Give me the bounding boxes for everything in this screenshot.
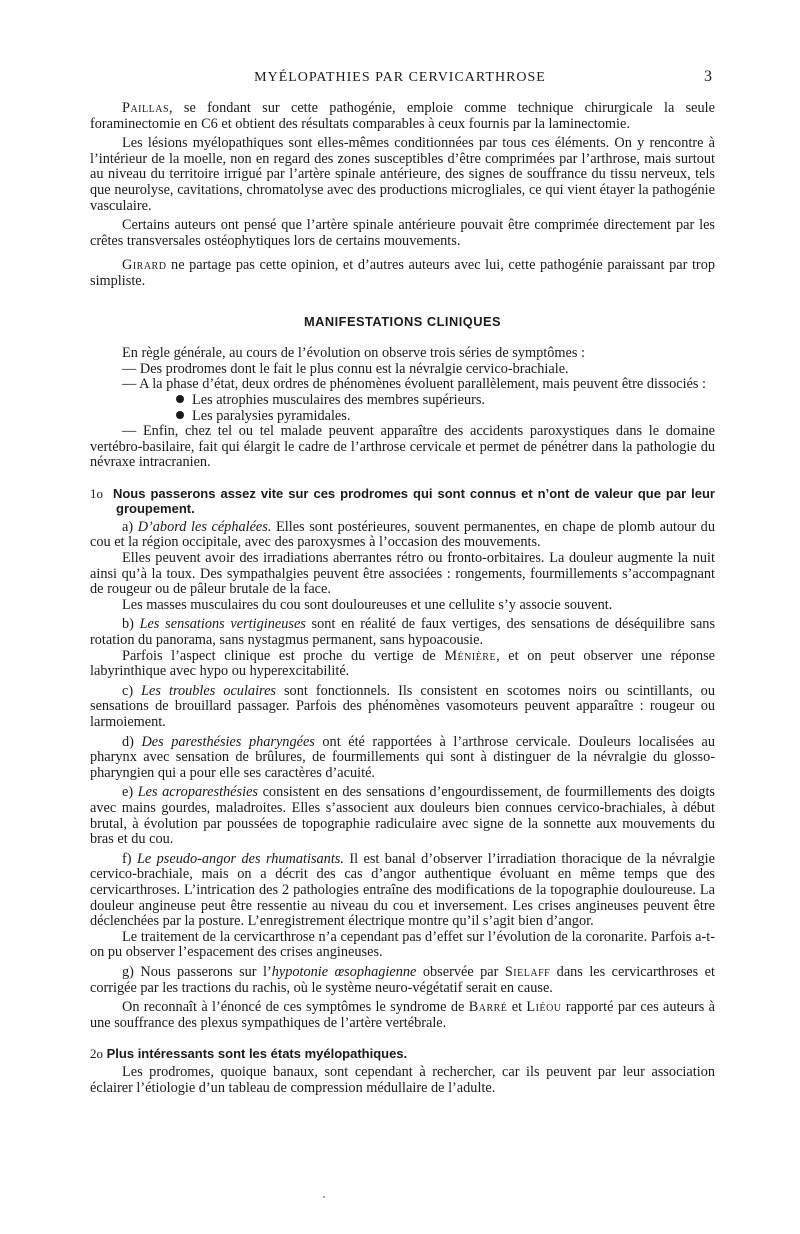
item-term: Les troubles oculaires [141,682,276,699]
item-term: hypotonie œsophagienne [271,963,417,980]
author-name: Paillas [122,100,170,116]
item-term: Des paresthésies pharyngées [141,733,315,750]
item-text: Elles sont postérieures, souvent permanentes, en chape de plomb autour du cou et la région occipitale, avec des paroxysmes à l’occasion des mouvements. [90,518,715,551]
paragraph [90,617,715,648]
item-label: a) [122,518,138,535]
item-text: g) Nous passerons sur l’ [122,963,272,980]
subsection-heading [90,1046,715,1061]
subsection-heading [90,486,715,516]
item-text: observée par [416,963,505,980]
item-text: ont été rapportées à l’arthrose cervicale. Douleurs localisées au pharynx avec sensation de brûlures, de fourmillements qui sont à distinguer de la névralgie du glosso-pharyngien qui a pour elle ses caractères d’acuité. [90,733,716,781]
subsection-text: Plus intéressants sont les états myélopathiques. [106,1046,408,1062]
paragraph-text: ne partage pas cette opinion, et d’autres auteurs avec lui, cette pathogénie paraissant par trop simpliste. [90,257,715,289]
paragraph [90,649,715,680]
paragraph: Les masses musculaires du cou sont douloureuses et une cellulite s’y associe souvent. [122,596,613,613]
paragraph: Elles peuvent avoir des irradiations aberrantes rétro ou fronto-orbitaires. La douleur augmente la nuit ainsi qu’à la toux. Des sympathalgies peuvent être associées : rongements, fourmillements s’accompagnant de rougeur ou de pâleur brutale de la face. [90,550,715,598]
paragraph: Les lésions myélopathiques sont elles-mêmes conditionnées par tous ces éléments. On y rencontre à l’intérieur de la moelle, non en regard des zones susceptibles d’être comprimées par l’arthrose, mais surtout au niveau du territoire irrigué par l’artère spinale antérieure, des signes de souffrance du tissu nerveux, tels que neurolyse, cavitations, chromatolyse avec des productions microgliales, ce qui vient étayer la pathogénie vasculaire. [90,135,715,214]
item-term: Le pseudo-angor des rhumatisants. [136,850,344,867]
section-heading: MANIFESTATIONS CLINIQUES [303,313,502,329]
item-text: Parfois l’aspect clinique est proche du vertige de [122,647,445,664]
author-name: Ménière [444,647,497,664]
paragraph: — A la phase d’état, deux ordres de phénomènes évoluent parallèlement, mais peuvent être dissociés : [122,376,707,393]
page-speck [323,1196,325,1198]
paragraph: Le traitement de la cervicarthrose n’a cependant pas d’effet sur l’évolution de la coronarite. Parfois a-t-on pu observer l’espacement des crises angineuses. [90,928,715,961]
paragraph [90,258,715,289]
item-label: e) [122,784,138,801]
paragraph [90,735,715,782]
bullet-icon [176,411,184,419]
item-label: d) [122,733,142,750]
author-name: Girard [122,257,167,274]
bullet-text: Les atrophies musculaires des membres supérieurs. [192,391,486,408]
subsection-text: Nous passerons assez vite sur ces prodromes qui sont connus et n’ont de valeur que par leur groupement. [112,485,715,516]
paragraph: Les prodromes, quoique banaux, sont cependant à rechercher, car ils peuvent par leur association éclairer l’étiologie d’un tableau de compression médullaire de l’adulte. [90,1064,715,1096]
item-text: consistent en des sensations d’engourdissement, de fourmillements des doigts avec mains gourdes, maladroites. Elles s’associent aux douleurs bien connues cervico-brachiales, à début brutal, à évolution par poussées de topographie radiculaire avec signe de la sonnette aux mouvements du bras et du cou. [90,784,715,848]
author-name: Sielaff [504,963,551,980]
paragraph [90,520,715,551]
bullet-text: Les paralysies pyramidales. [192,407,351,424]
item-text: , et on peut observer une réponse labyrinthique avec hypo ou hyperexcitabilité. [90,647,716,680]
item-text: On reconnaît à l’énoncé de ces symptômes le syndrome de [122,999,469,1016]
paragraph [90,785,715,847]
page-number: 3 [704,68,712,85]
paragraph: — Enfin, chez tel ou tel malade peuvent apparaître des accidents paroxystiques dans le domaine vertébro-basilaire, fait qui élargit le cadre de l’arthrose cervicale et permet de pénétrer dans la pathologie du névraxe intracranien. [90,423,715,471]
bullet-icon [176,395,184,403]
paragraph [90,684,715,731]
item-text: sont en réalité de faux vertiges, des sensations de déséquilibre sans rotation du panorama, sans nystagmus permanent, sans hypoacousie. [90,616,716,649]
running-header [0,70,800,90]
subsection-number: 1o [90,485,103,501]
item-text: et [507,999,527,1016]
item-term: Les sensations vertigineuses [139,616,306,633]
paragraph: En règle générale, au cours de l’évolution on observe trois séries de symptômes : [122,345,585,362]
paragraph-text: , se fondant sur cette pathogénie, emploie comme technique chirurgicale la seule foraminectomie en C6 et obtient des résultats comparables à ceux fournis par la laminectomie. [90,100,715,132]
author-name: Barré [468,999,508,1016]
paragraph: — Des prodromes dont le fait le plus connu est la névralgie cervico-brachiale. [122,360,569,377]
header-title: MYÉLOPATHIES PAR CERVICARTHROSE [254,70,546,85]
item-text: rapporté par ces auteurs à une souffrance des plexus sympathiques de l’artère vertébrale. [90,999,715,1031]
item-term: Les acroparesthésies [137,784,258,801]
item-text: Il est banal d’observer l’irradiation thoracique de la névralgie cervico-brachiale, mais on a décrit des cas d’angor authentique évoluant en même temps que des cervicarthroses. L’intrication des 2 pathologies entraîne des modifications de la topographie douloureuse. La douleur angineuse peut être ressentie au niveau du cou et inversement. Les crises angineuses peuvent être déclenchées par la posture. L’enregistrement électrique montre qu’il s’agit bien d’angor. [90,850,715,930]
item-text: sont fonctionnels. Ils consistent en scotomes noirs ou scintillants, ou sensations de brouillard passager. Parfois des phénomènes vasomoteurs peuvent apparaître : rougeur ou larmoiement. [90,682,715,730]
bullet-item [90,409,715,425]
paragraph [90,1000,715,1031]
paragraph [90,965,715,996]
item-text: dans les cervicarthroses et corrigée par les tractions du rachis, où le système neuro-végétatif serait en cause. [90,963,715,996]
paragraph: Certains auteurs ont pensé que l’artère spinale antérieure pouvait être comprimée directement par les crêtes transversales ostéophytiques lors de certains mouvements. [90,217,715,249]
paragraph [90,101,715,132]
subsection-number: 2o [90,1046,103,1062]
body-text [90,101,715,1096]
item-term: D’abord les céphalées. [137,518,272,535]
item-label: b) [122,616,140,633]
item-label: f) [122,850,137,867]
bullet-item [90,393,715,409]
paragraph [90,852,715,930]
item-label: c) [122,682,142,699]
author-name: Liéou [526,999,562,1016]
